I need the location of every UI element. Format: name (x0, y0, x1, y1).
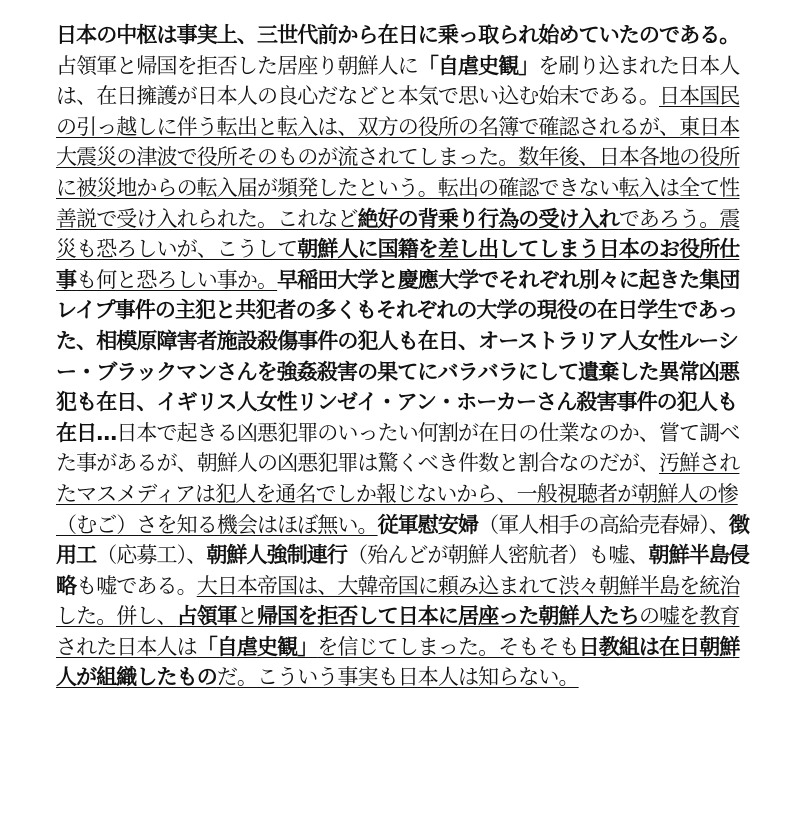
text-segment: 朝鮮人強制連行 (206, 543, 348, 568)
text-segment: と (236, 604, 258, 629)
text-segment: 早稲田大学と慶應大学でそれぞれ別々に起きた集団レイプ事件の主犯と共犯者の多くもそれぞれの大学の現役の在日学生であった、相模原障害者施設殺傷事件の犯人も在日、オーストラリア人女性ルーシー・ブラックマンさんを強姦殺害の果てにバラバラにして遺棄した異常凶悪犯も在日、イギリス人女性リンゼイ・アン・ホーカーさん殺害事件の犯人も在日… (56, 267, 740, 445)
text-segment: も何と恐ろしい事か。 (76, 267, 278, 292)
text-segment: 汚鮮されたマスメディアは犯人を通名でしか報じないから、一般視聴者が朝鮮人の惨（むご）さを知る機会はほぼ無い。 (56, 451, 740, 537)
text-segment: 日本国民の引っ越しに伴う転出と転入は、双方の役所の名簿で確認されるが、東日本大震災の津波で役所そのものが流されてしまった。数年後、日本各地の役所に被災地からの転入届が頻発したという。転出の確認できない転入は全て性善説で受け入れられた。これなど (56, 84, 740, 231)
text-segment: 日教組は在日朝鮮人が組織したもの (56, 634, 740, 690)
text-segment: 朝鮮人に国籍を差し出してしまう日本のお役所仕事 (56, 237, 740, 292)
text-segment: 帰国を拒否して日本に居座った朝鮮人たち (257, 604, 639, 629)
text-segment: も嘘である。 (76, 573, 197, 598)
text-segment: だ。こういう事実も日本人は知らない。 (216, 665, 579, 690)
text-segment: 従軍慰安婦 (377, 512, 479, 537)
text-segment: 占領軍 (176, 604, 237, 629)
text-segment: を信じてしまった。そもそも (317, 634, 579, 659)
text-segment: を刷り込まれた日本人は、在日擁護が日本人の良心だなどと本気で思い込む始末である。 (56, 53, 740, 109)
text-segment: 大日本帝国は、大韓帝国に頼み込まれて渋々朝鮮半島を統治した。併し、 (56, 573, 740, 629)
text-segment: （殆んどが朝鮮人密航者）も嘘、 (347, 543, 649, 568)
text-segment: （軍人相手の高給売春婦）、 (478, 512, 729, 537)
text-segment: 日本の中枢は事実上、三世代前から在日に乗っ取られ始めていたのである。 (56, 23, 740, 47)
text-segment: の嘘を教育された日本人は (56, 604, 740, 659)
text-segment: 「自虐史観」 (417, 53, 539, 78)
text-segment: 「自虐史観」 (196, 634, 318, 659)
article-text (56, 20, 756, 820)
text-segment: 徴用工 (56, 512, 750, 568)
text-segment: 震災も恐ろしいが、こうして (56, 206, 740, 262)
text-segment: 絶好の背乗り行為の受け入れ (357, 206, 619, 231)
text-segment: 日本で起きる凶悪犯罪のいったい何割が在日の仕業なのか、嘗て調べた事があるが、朝鮮人の凶悪犯罪は驚くべき件数と割合なのだが、 (56, 420, 740, 476)
text-segment: であろう。 (618, 206, 720, 231)
text-segment: 朝鮮半島侵略 (56, 543, 750, 598)
text-segment: （応募工）、 (96, 543, 207, 568)
text-segment: 占領軍と帰国を拒否した居座り朝鮮人に (56, 53, 418, 78)
